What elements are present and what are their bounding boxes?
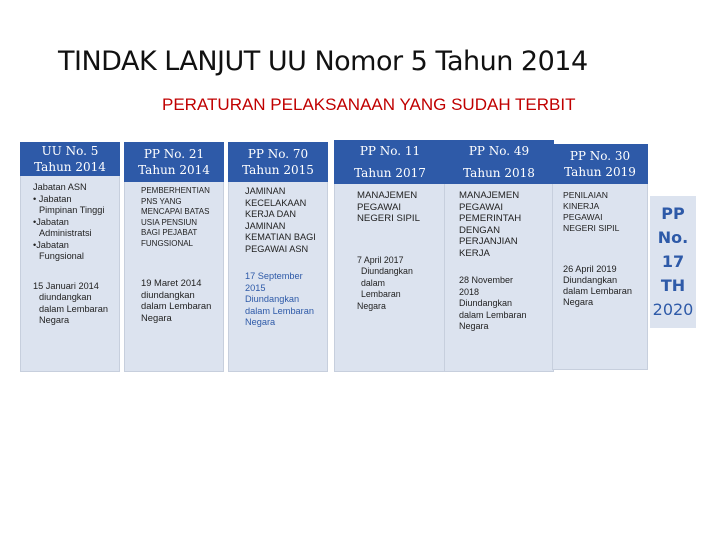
body-line: JAMINAN — [245, 186, 286, 196]
body-line: •Jabatan — [33, 239, 69, 250]
body-line: Diundangkan — [361, 266, 413, 276]
column-pp-11-2017 — [334, 140, 446, 372]
header-line-2: Tahun 2018 — [463, 166, 535, 180]
body-line: 15 Januari 2014 — [33, 280, 99, 291]
column-header — [334, 140, 446, 184]
body-line: FUNGSIONAL — [141, 238, 194, 248]
body-line: JAMINAN — [245, 220, 286, 231]
side-line: 2020 — [652, 300, 694, 319]
column-body — [20, 176, 120, 372]
header-line-1: PP No. 30 — [569, 149, 631, 163]
body-line: PNS YANG — [141, 196, 182, 206]
header-line-2: Tahun 2014 — [138, 163, 210, 177]
body-line: dalam — [361, 277, 385, 288]
body-line: PENILAIAN — [563, 190, 608, 200]
body-line: 28 November — [459, 275, 514, 285]
body-line: PEGAWAI ASN — [245, 243, 309, 254]
column-body — [124, 182, 224, 372]
body-line: Negara — [563, 297, 594, 307]
body-line: PEMBERHENTIAN — [141, 186, 210, 195]
column-header — [20, 142, 120, 176]
column-pp-70-2015 — [228, 142, 328, 372]
body-line: PEGAWAI — [563, 212, 603, 222]
body-line: dalam Lembaran — [245, 305, 314, 316]
side-line: No. — [657, 228, 689, 247]
body-line: PEMERINTAH — [459, 213, 522, 224]
body-line: diundangkan — [39, 292, 92, 302]
header-line-1: PP No. 21 — [143, 147, 205, 161]
column-body — [552, 184, 648, 370]
body-line: Negara — [141, 311, 172, 323]
body-line: Diundangkan — [563, 275, 618, 285]
column-header — [444, 140, 554, 184]
body-line: 26 April 2019 — [563, 264, 617, 274]
body-line: USIA PENSIUN — [141, 217, 198, 227]
body-line: DENGAN — [459, 224, 501, 236]
body-line: 2015 — [245, 282, 266, 293]
column-header — [552, 144, 648, 184]
column-body — [334, 184, 446, 372]
body-line: 7 April 2017 — [357, 254, 404, 265]
body-line: Negara — [39, 315, 70, 325]
body-line: dalam Lembaran — [39, 303, 108, 314]
body-line: diundangkan — [141, 288, 195, 300]
header-line-1: PP No. 11 — [359, 144, 421, 158]
header-line-2: Tahun 2019 — [564, 165, 636, 179]
body-line: Fungsional — [39, 251, 84, 261]
body-line: MANAJEMEN — [357, 190, 418, 201]
body-line: NEGERI SIPIL — [563, 223, 620, 233]
body-line: BAGI PEJABAT — [141, 228, 198, 237]
header-line-1: PP No. 49 — [468, 144, 530, 158]
body-line: Administratsi — [39, 228, 92, 238]
header-line-2: Tahun 2017 — [354, 166, 426, 180]
side-line: PP — [661, 204, 685, 223]
body-line: • Jabatan — [33, 193, 72, 204]
body-line: Pimpinan Tinggi — [39, 205, 105, 215]
body-line: Diundangkan — [459, 298, 513, 308]
page-title: TINDAK LANJUT UU Nomor 5 Tahun 2014 — [58, 46, 588, 77]
body-line: Diundangkan — [245, 294, 300, 304]
column-uu-5-2014 — [20, 142, 120, 372]
body-line: KINERJA — [563, 201, 600, 211]
header-line-1: PP No. 70 — [247, 147, 309, 161]
side-line: TH — [660, 276, 686, 295]
body-line: PERJANJIAN — [459, 236, 518, 247]
body-line: KERJA DAN — [245, 209, 297, 219]
page-subtitle: PERATURAN PELAKSANAAN YANG SUDAH TERBIT — [162, 95, 576, 114]
body-line: KERJA — [459, 247, 490, 259]
column-pp-21-2014 — [124, 142, 224, 372]
body-line: KECELAKAAN — [245, 197, 307, 208]
body-line: Negara — [459, 321, 489, 331]
body-line: NEGERI SIPIL — [357, 213, 420, 224]
header-line-2: Tahun 2015 — [242, 163, 314, 177]
column-pp-49-2018 — [444, 140, 554, 372]
body-line: 2018 — [459, 286, 480, 297]
body-line: MENCAPAI BATAS — [141, 207, 210, 216]
pp-17-2020-box — [650, 196, 696, 328]
body-line: MANAJEMEN — [459, 190, 520, 201]
body-line: 19 Maret 2014 — [141, 277, 202, 288]
body-line: KEMATIAN BAGI — [245, 232, 316, 242]
side-line: 17 — [661, 252, 685, 271]
header-line-2: Tahun 2014 — [34, 160, 106, 174]
body-line: dalam Lembaran — [141, 300, 212, 311]
column-pp-30-2019 — [552, 144, 648, 370]
column-body — [444, 184, 554, 372]
column-body — [228, 182, 328, 372]
body-line: dalam Lembaran — [563, 286, 632, 296]
body-line: PEGAWAI — [459, 201, 504, 213]
body-line: 17 September — [245, 271, 303, 281]
column-header — [228, 142, 328, 182]
body-line: Negara — [245, 317, 276, 327]
body-line: •Jabatan — [33, 216, 69, 227]
body-line: Jabatan ASN — [33, 182, 87, 192]
body-line: PEGAWAI — [357, 201, 402, 213]
column-header — [124, 142, 224, 182]
body-line: Negara — [357, 300, 386, 311]
header-line-1: UU No. 5 — [41, 144, 99, 158]
body-line: dalam Lembaran — [459, 309, 527, 320]
body-line: Lembaran — [361, 289, 401, 299]
